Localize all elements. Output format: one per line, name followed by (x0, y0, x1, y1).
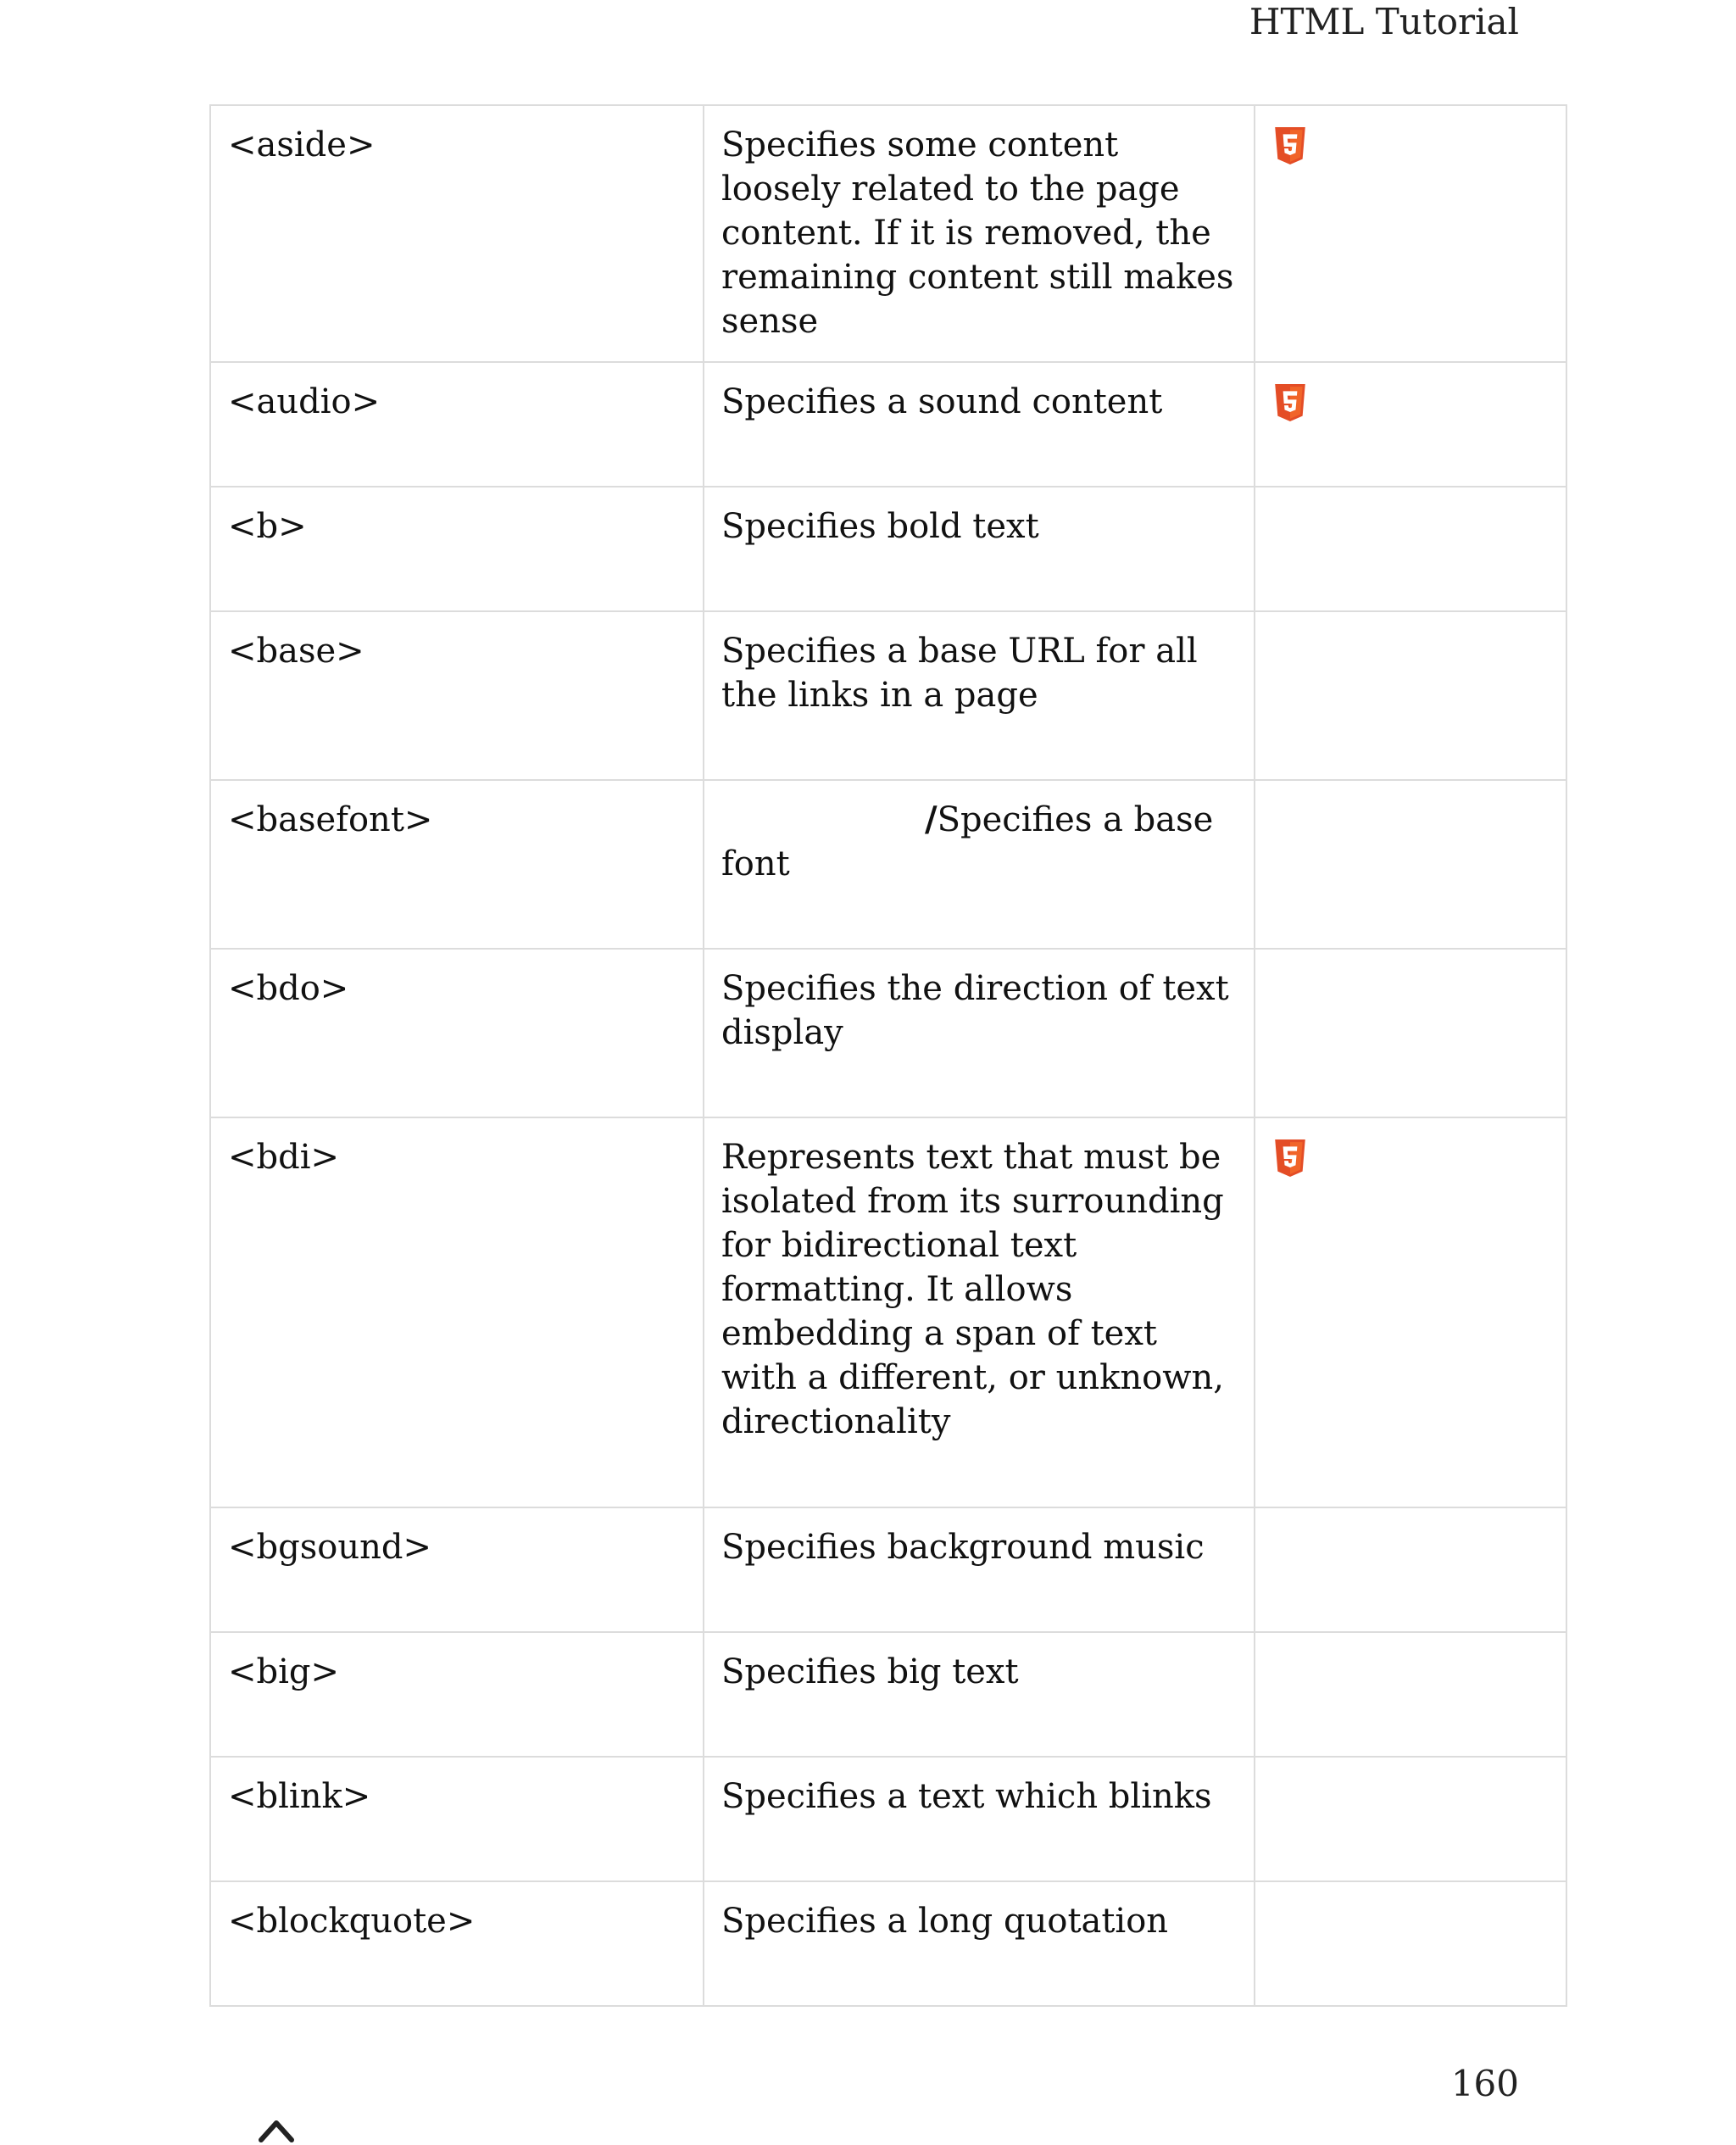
tag-cell: <aside> (210, 105, 704, 362)
chevron-up-icon[interactable] (254, 2111, 298, 2145)
tag-cell: <basefont> (210, 780, 704, 949)
description-cell: Specifies a text which blinks (704, 1757, 1255, 1881)
description-cell: Specifies the direction of text display (704, 949, 1255, 1117)
table-row (210, 780, 1566, 949)
page-number: 160 (1450, 2063, 1519, 2104)
table-row (210, 105, 1566, 362)
tag-cell: <base> (210, 611, 704, 780)
table-row (210, 487, 1566, 611)
html5-cell (1255, 949, 1566, 1117)
description-cell (704, 780, 1255, 949)
tag-cell: <bdi> (210, 1117, 704, 1507)
description-cell: Specifies a sound content (704, 362, 1255, 487)
description-cell: Represents text that must be isolated from its surrounding for bidirectional text formatting. It allows embedding a span of text with a different, or unknown, directionality (704, 1117, 1255, 1507)
tag-cell: <bgsound> (210, 1507, 704, 1632)
description-text: Specifies a base font (721, 800, 1214, 883)
html5-cell (1255, 362, 1566, 487)
html5-cell (1255, 611, 1566, 780)
html5-icon (1272, 126, 1308, 165)
table-row (210, 1117, 1566, 1507)
table-row (210, 1507, 1566, 1632)
table-row (210, 1632, 1566, 1757)
html5-cell (1255, 1757, 1566, 1881)
html5-cell (1255, 1117, 1566, 1507)
description-cell: Specifies bold text (704, 487, 1255, 611)
html5-cell (1255, 1881, 1566, 2006)
tag-cell: <big> (210, 1632, 704, 1757)
tag-cell: <audio> (210, 362, 704, 487)
html5-cell (1255, 1632, 1566, 1757)
html5-icon (1272, 383, 1308, 422)
description-cell: Specifies background music (704, 1507, 1255, 1632)
html5-cell (1255, 1507, 1566, 1632)
html5-cell (1255, 105, 1566, 362)
tag-cell: <blink> (210, 1757, 704, 1881)
tag-cell: <bdo> (210, 949, 704, 1117)
tag-table (209, 104, 1567, 2007)
table-row (210, 1757, 1566, 1881)
table-row (210, 611, 1566, 780)
slash-mark: / (925, 800, 938, 839)
tag-cell: <b> (210, 487, 704, 611)
description-cell: Specifies big text (704, 1632, 1255, 1757)
table-row (210, 362, 1566, 487)
table-row (210, 949, 1566, 1117)
table-row (210, 1881, 1566, 2006)
header-title: HTML Tutorial (1249, 1, 1519, 42)
description-cell: Specifies a long quotation (704, 1881, 1255, 2006)
html5-icon (1272, 1139, 1308, 1178)
html5-cell (1255, 487, 1566, 611)
html5-cell (1255, 780, 1566, 949)
description-cell: Specifies a base URL for all the links in a page (704, 611, 1255, 780)
description-cell: Specifies some content loosely related to the page content. If it is removed, the remaining content still makes sense (704, 105, 1255, 362)
tag-cell: <blockquote> (210, 1881, 704, 2006)
